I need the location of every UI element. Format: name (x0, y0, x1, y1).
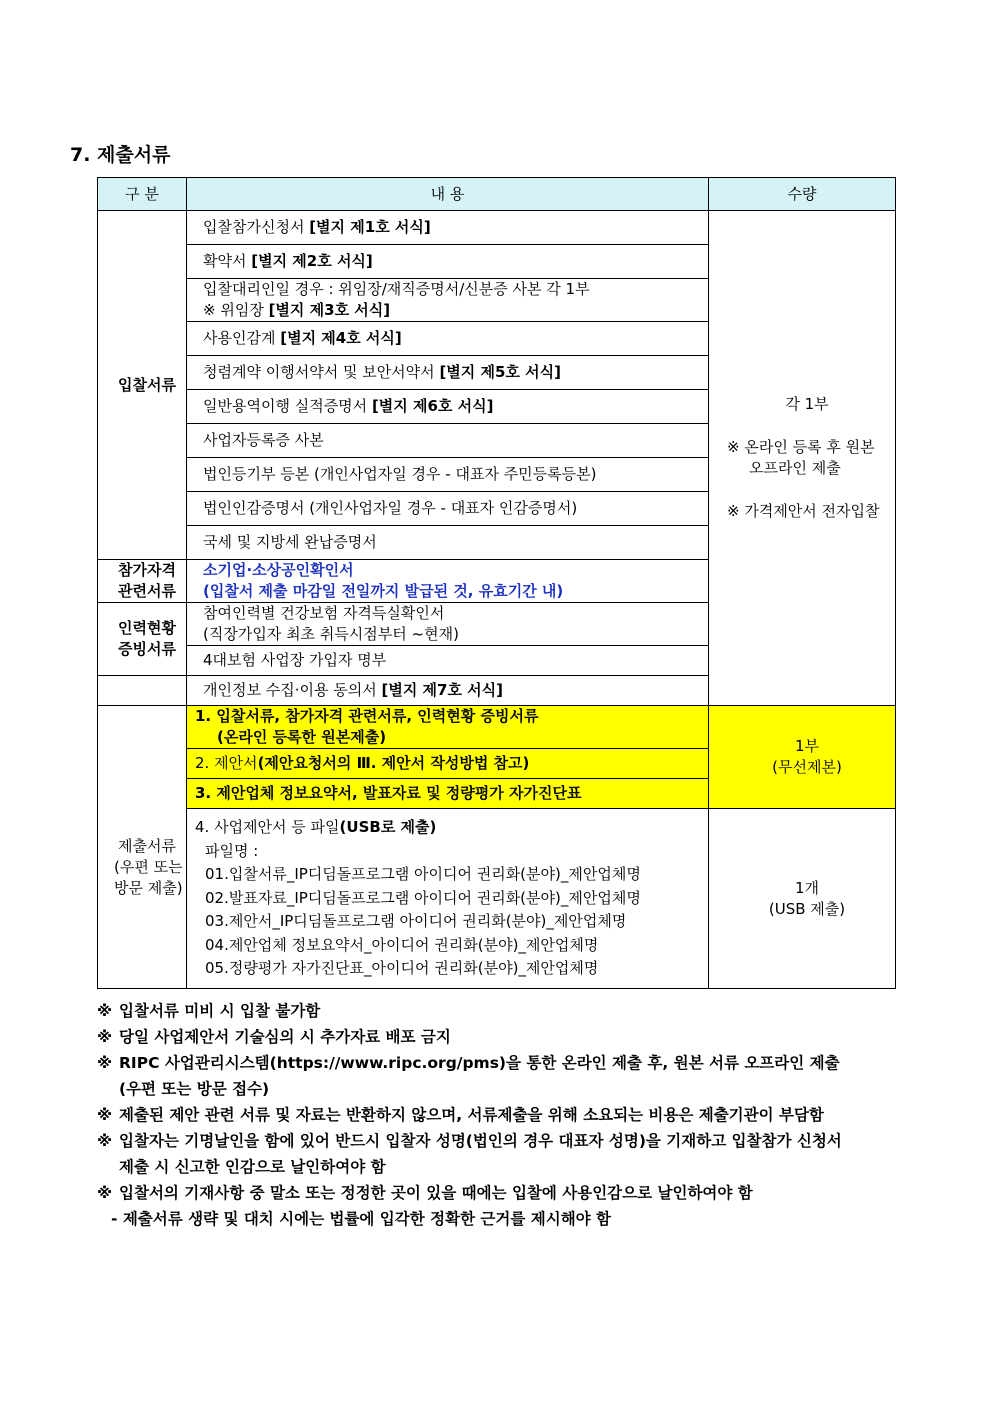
table-row (98, 211, 896, 245)
note-item: ※ 입찰서류 미비 시 입찰 불가함 (97, 1002, 321, 1020)
row-content: 1. 입찰서류, 참가자격 관련서류, 인력현황 증빙서류 (온라인 등록한 원본제출) (187, 706, 709, 749)
table-header-row (98, 178, 896, 211)
row-content: 참여인력별 건강보험 자격득실확인서 (직장가입자 최초 취득시점부터 ~현재) (187, 603, 709, 646)
row-content: 소기업·소상공인확인서 (입찰서 제출 마감일 전일까지 발급된 것, 유효기간 내) (187, 560, 709, 603)
submission-documents-table (97, 177, 896, 989)
row-content: 사용인감계 [별지 제4호 서식] (187, 322, 709, 356)
quantity-usb: 1개 (USB 제출) (709, 809, 896, 989)
row-content: 사업자등록증 사본 (187, 424, 709, 458)
category-empty (98, 676, 187, 706)
row-content-files: 4. 사업제안서 등 파일(USB로 제출) 파일명 : 01.입찰서류_IP디딤돌프로그램 아이디어 권리화(분야)_제안업체명 02.발표자료_IP디딤돌프로그램 아이디어 권리화(분야)_제안업체명 03.제안서_IP디딤돌프로그램 아이디어 권리화(분야)_제안업체명 04.제안업체 정보요약서_아이디어 권리화(분야)_제안업체명 05.정량평가 자가진단표_아이디어 권리화(분야)_제안업체명 (187, 809, 709, 989)
quantity-note-online: ※ 온라인 등록 후 원본 (727, 438, 875, 456)
header-category: 구 분 (98, 178, 187, 211)
note-item: ※ RIPC 사업관리시스템(https://www.ripc.org/pms)을 통한 온라인 제출 후, 원본 서류 오프라인 제출 (우편 또는 방문 접수) (97, 1054, 840, 1098)
quantity-main: 각 1부 ※ 온라인 등록 후 원본 오프라인 제출 ※ 가격제안서 전자입찰 (709, 211, 896, 706)
file-name-item: 05.정량평가 자가진단표_아이디어 권리화(분야)_제안업체명 (205, 959, 599, 978)
row-content: 4대보험 사업장 가입자 명부 (187, 646, 709, 676)
header-content: 내 용 (187, 178, 709, 211)
quantity-note-price: ※ 가격제안서 전자입찰 (727, 502, 880, 520)
notes-list (97, 998, 927, 1232)
row-content: 국세 및 지방세 완납증명서 (187, 526, 709, 560)
file-name-item: 01.입찰서류_IP디딤돌프로그램 아이디어 권리화(분야)_제안업체명 (205, 865, 641, 884)
note-item: ※ 제출된 제안 관련 서류 및 자료는 반환하지 않으며, 서류제출을 위해 소요되는 비용은 제출기관이 부담함 (97, 1106, 824, 1124)
category-personnel: 인력현황 증빙서류 (98, 603, 187, 676)
table-row (98, 809, 896, 989)
file-name-item: 04.제안업체 정보요약서_아이디어 권리화(분야)_제안업체명 (205, 935, 599, 954)
header-quantity: 수량 (709, 178, 896, 211)
file-name-label: 파일명 : (205, 841, 259, 860)
row-content: 3. 제안업체 정보요약서, 발표자료 및 정량평가 자가진단표 (187, 779, 709, 809)
category-submission: 제출서류 (우편 또는 방문 제출) (98, 706, 187, 989)
category-qualification: 참가자격 관련서류 (98, 560, 187, 603)
file-name-item: 02.발표자료_IP디딤돌프로그램 아이디어 권리화(분야)_제안업체명 (205, 888, 641, 907)
note-item: ※ 입찰자는 기명날인을 함에 있어 반드시 입찰자 성명(법인의 경우 대표자 성명)을 기재하고 입찰참가 신청서 제출 시 신고한 인감으로 날인하여야 함 (97, 1132, 842, 1176)
note-item: ※ 당일 사업제안서 기술심의 시 추가자료 배포 금지 (97, 1028, 451, 1046)
row-content: 확약서 [별지 제2호 서식] (187, 245, 709, 279)
row-content: 일반용역이행 실적증명서 [별지 제6호 서식] (187, 390, 709, 424)
note-item: ※ 입찰서의 기재사항 중 말소 또는 정정한 곳이 있을 때에는 입찰에 사용인감으로 날인하여야 함 (97, 1184, 753, 1202)
row-content: 입찰대리인일 경우 : 위임장/재직증명서/신분증 사본 각 1부 ※ 위임장 [별지 제3호 서식] (187, 279, 709, 322)
row-content: 입찰참가신청서 [별지 제1호 서식] (187, 211, 709, 245)
category-bid-docs: 입찰서류 (98, 211, 187, 560)
quantity-each-one: 각 1부 (785, 395, 829, 413)
file-name-item: 03.제안서_IP디딤돌프로그램 아이디어 권리화(분야)_제안업체명 (205, 912, 627, 931)
row-content: 개인정보 수집·이용 동의서 [별지 제7호 서식] (187, 676, 709, 706)
row-content: 청렴계약 이행서약서 및 보안서약서 [별지 제5호 서식] (187, 356, 709, 390)
quantity-printed: 1부 (무선제본) (709, 706, 896, 809)
row-content: 법인등기부 등본 (개인사업자일 경우 - 대표자 주민등록등본) (187, 458, 709, 492)
row-content: 법인인감증명서 (개인사업자일 경우 - 대표자 인감증명서) (187, 492, 709, 526)
note-sub-item: - 제출서류 생략 및 대치 시에는 법률에 입각한 정확한 근거를 제시해야 함 (111, 1210, 612, 1228)
table-row (98, 706, 896, 749)
section-heading: 7. 제출서류 (70, 144, 171, 166)
row-content: 2. 제안서(제안요청서의 Ⅲ. 제안서 작성방법 참고) (187, 749, 709, 779)
